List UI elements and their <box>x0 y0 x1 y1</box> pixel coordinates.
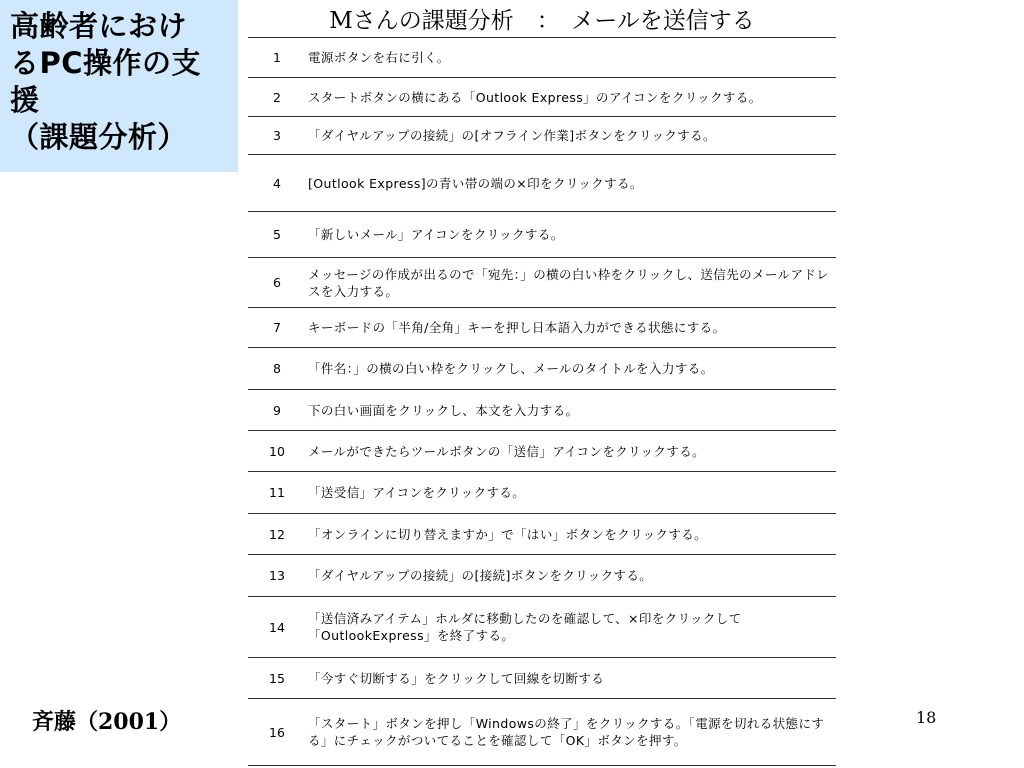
step-text: [Outlook Express]の青い帯の端の×印をクリックする。 <box>308 175 643 191</box>
step-text: 「送信済みアイテム」ホルダに移動したのを確認して、×印をクリックして「OutlookExpress」を終了する。 <box>308 611 742 643</box>
step-text: スタートボタンの横にある「Outlook Express」のアイコンをクリックする。 <box>308 89 762 105</box>
step-text: 電源ボタンを右に引く。 <box>308 50 450 65</box>
step-number: 2 <box>273 89 281 105</box>
step-number: 5 <box>273 227 281 242</box>
title-panel <box>0 0 238 172</box>
step-number: 14 <box>269 619 285 635</box>
table-row <box>248 257 836 307</box>
step-text: 「ダイヤルアップの接続」の[オフライン作業]ボタンをクリックする。 <box>308 128 716 143</box>
step-number: 3 <box>273 128 281 143</box>
step-number: 15 <box>269 670 285 686</box>
table-row <box>248 154 836 211</box>
step-number: 13 <box>269 568 285 583</box>
slide-title-line-4: （課題分析） <box>10 120 188 154</box>
step-text: 「新しいメール」アイコンをクリックする。 <box>308 227 564 242</box>
table-row <box>248 211 836 257</box>
table-row <box>248 596 836 657</box>
step-text: メッセージの作成が出るので「宛先：」の横の白い枠をクリックし、送信先のメールアドレスを入力する。 <box>308 266 830 299</box>
step-number: 8 <box>273 361 281 376</box>
slide-title <box>10 8 235 156</box>
step-text: 「ダイヤルアップの接続」の[接続]ボタンをクリックする。 <box>308 568 653 583</box>
step-text: メールができたらツールボタンの「送信」アイコンをクリックする。 <box>308 443 706 459</box>
step-text: 「今すぐ切断する」をクリックして回線を切断する <box>308 670 605 686</box>
step-number: 16 <box>269 724 285 740</box>
table-row <box>248 513 836 554</box>
table-row <box>248 347 836 389</box>
step-text: 「オンラインに切り替えますか」で「はい」ボタンをクリックする。 <box>308 526 708 542</box>
table-row <box>248 471 836 513</box>
step-text: 「送受信」アイコンをクリックする。 <box>308 485 526 500</box>
step-number: 7 <box>273 320 281 335</box>
table-row <box>248 698 836 766</box>
table-row <box>248 554 836 596</box>
step-text: キーボードの「半角/全角」キーを押し日本語入力ができる状態にする。 <box>308 320 726 335</box>
step-number: 11 <box>269 485 285 500</box>
step-number: 4 <box>273 175 281 191</box>
table-row <box>248 37 836 77</box>
slide-title-line-2: るPC操作の支 <box>10 46 202 80</box>
step-number: 1 <box>273 50 281 65</box>
table-row <box>248 77 836 116</box>
slide-title-line-1: 高齢者におけ <box>10 9 188 43</box>
step-number: 10 <box>269 443 285 459</box>
task-analysis-table <box>248 37 836 766</box>
page-number: 18 <box>916 708 937 727</box>
step-number: 9 <box>273 402 281 418</box>
step-number: 12 <box>269 526 285 542</box>
step-text: 「件名：」の横の白い枠をクリックし、メールのタイトルを入力する。 <box>308 361 714 376</box>
step-number: 6 <box>273 275 281 290</box>
table-row <box>248 657 836 698</box>
table-row <box>248 389 836 430</box>
table-heading: Mさんの課題分析 ： メールを送信する <box>329 8 755 34</box>
step-text: 下の白い画面をクリックし、本文を入力する。 <box>308 402 579 418</box>
table-row <box>248 430 836 471</box>
table-row <box>248 307 836 347</box>
slide-title-line-3: 援 <box>10 83 40 117</box>
step-text: 「スタート」ボタンを押し「Windowsの終了」をクリックする。「電源を切れる状態にする」にチェックがついてることを確認して「OK」ボタンを押す。 <box>308 716 825 748</box>
table-row <box>248 116 836 154</box>
author-citation: 斉藤（2001） <box>32 709 182 735</box>
